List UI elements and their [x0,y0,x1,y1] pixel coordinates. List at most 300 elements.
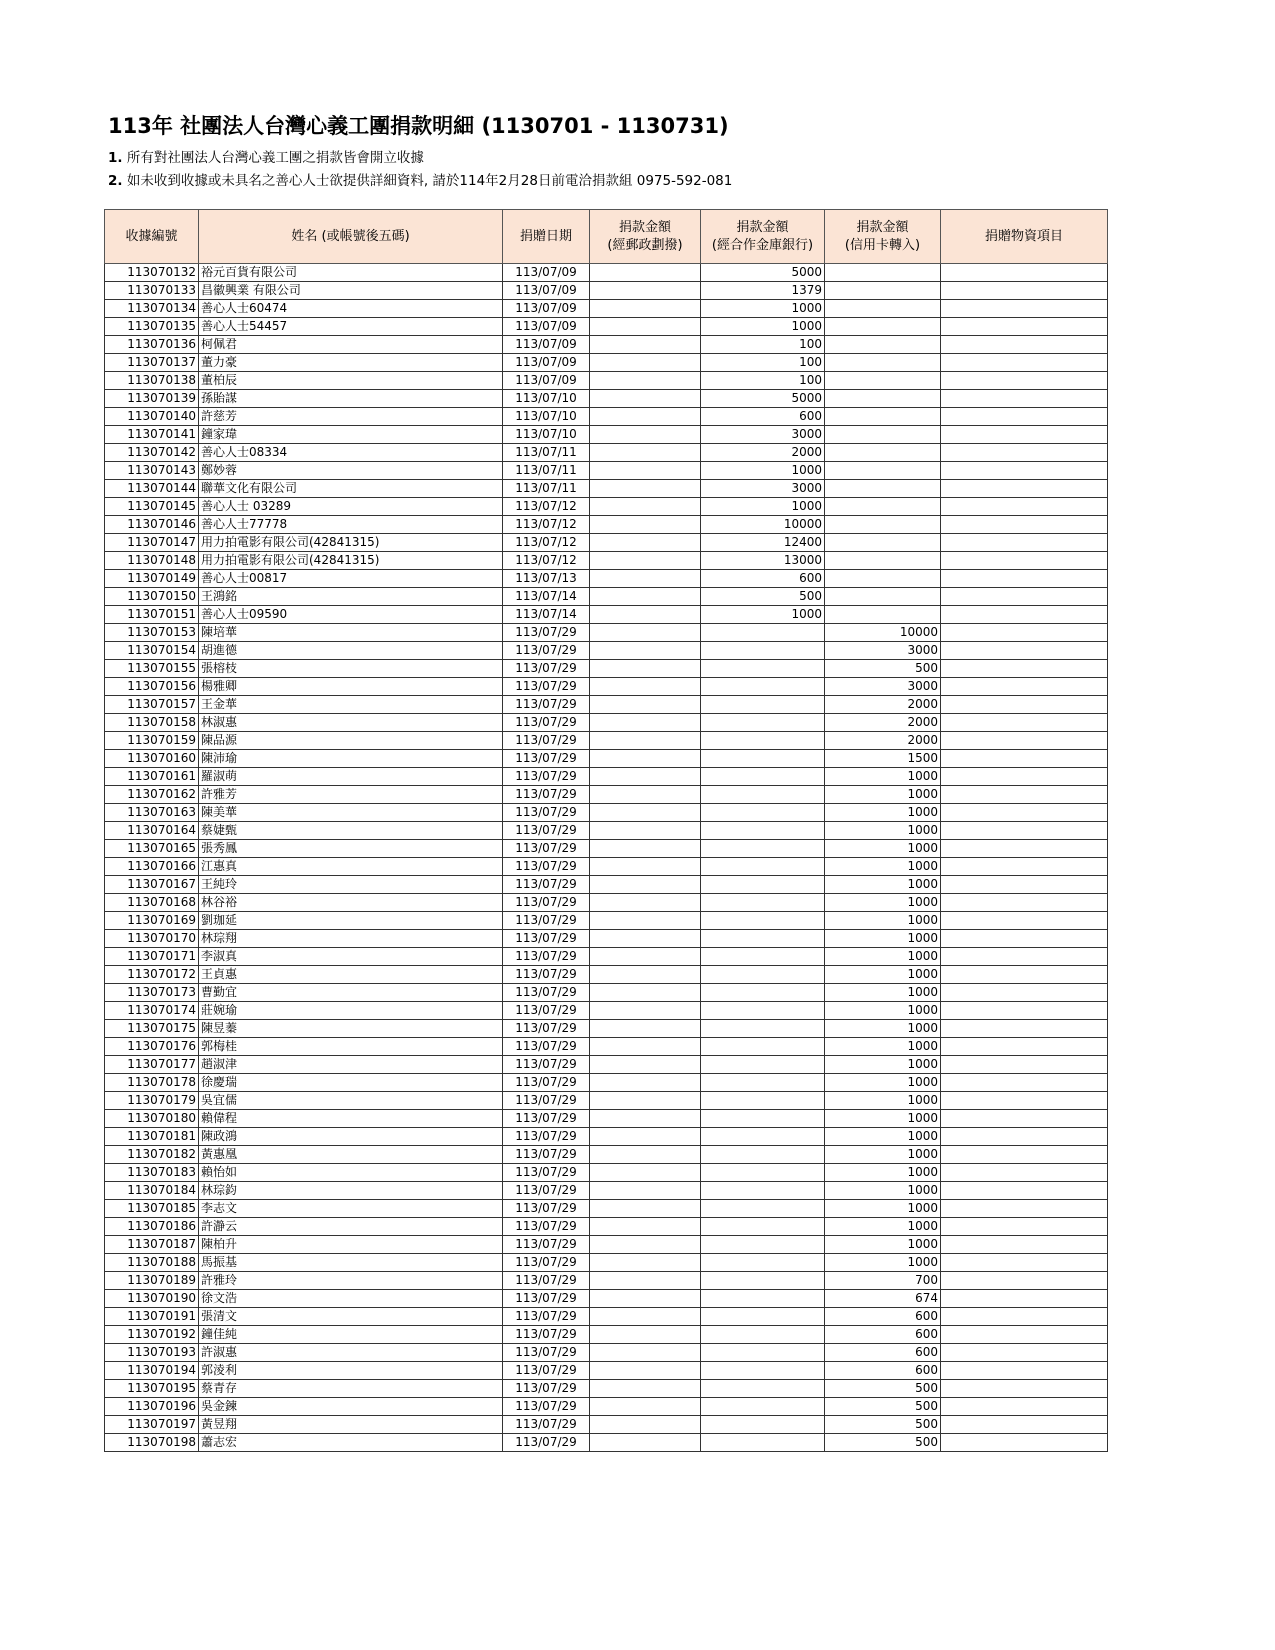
donation-date-cell: 113/07/09 [503,264,590,282]
goods-cell [941,282,1108,300]
receipt-no-cell: 113070147 [105,534,199,552]
receipt-no-cell: 113070174 [105,1002,199,1020]
goods-cell [941,1146,1108,1164]
table-row [105,588,1108,606]
card-amount-cell: 1000 [825,822,941,840]
note-2-number: 2. [108,173,123,189]
bank-amount-cell: 12400 [701,534,825,552]
card-amount-cell: 3000 [825,678,941,696]
bank-amount-cell [701,714,825,732]
card-amount-cell: 1000 [825,1092,941,1110]
donation-date-cell: 113/07/29 [503,1092,590,1110]
card-amount-cell [825,336,941,354]
donation-date-cell: 113/07/29 [503,1308,590,1326]
card-amount-cell: 500 [825,1380,941,1398]
donation-date-cell: 113/07/29 [503,1236,590,1254]
receipt-no-cell: 113070197 [105,1416,199,1434]
bank-amount-cell: 100 [701,372,825,390]
donation-date-cell: 113/07/11 [503,480,590,498]
receipt-no-cell: 113070134 [105,300,199,318]
bank-amount-cell [701,1074,825,1092]
bank-amount-cell [701,696,825,714]
donation-date-cell: 113/07/29 [503,642,590,660]
table-row [105,930,1108,948]
donor-name-cell: 王鴻銘 [199,588,503,606]
postal-amount-cell [590,1182,701,1200]
receipt-no-cell: 113070139 [105,390,199,408]
card-amount-cell [825,516,941,534]
table-row [105,282,1108,300]
column-header-postal-amount: 捐款金額 (經郵政劃撥) [590,210,701,264]
donor-name-cell: 李淑真 [199,948,503,966]
donation-date-cell: 113/07/29 [503,912,590,930]
donor-name-cell: 林琮翔 [199,930,503,948]
goods-cell [941,1164,1108,1182]
donor-name-cell: 賴偉程 [199,1110,503,1128]
donor-name-cell: 陳昱蓁 [199,1020,503,1038]
goods-cell [941,426,1108,444]
table-row [105,552,1108,570]
bank-amount-cell: 13000 [701,552,825,570]
bank-amount-cell [701,912,825,930]
bank-amount-cell: 600 [701,408,825,426]
receipt-no-cell: 113070156 [105,678,199,696]
receipt-no-cell: 113070136 [105,336,199,354]
donor-name-cell: 劉珈延 [199,912,503,930]
table-row [105,1218,1108,1236]
bank-amount-cell [701,1254,825,1272]
receipt-no-cell: 113070165 [105,840,199,858]
bank-amount-cell [701,1038,825,1056]
table-row [105,1434,1108,1452]
table-row [105,1200,1108,1218]
postal-amount-cell [590,1164,701,1182]
receipt-no-cell: 113070166 [105,858,199,876]
table-row [105,264,1108,282]
card-amount-cell: 1000 [825,1182,941,1200]
bank-amount-cell: 1000 [701,318,825,336]
card-amount-cell [825,300,941,318]
postal-amount-cell [590,1308,701,1326]
table-row [105,1074,1108,1092]
receipt-no-cell: 113070141 [105,426,199,444]
donation-date-cell: 113/07/29 [503,1434,590,1452]
donor-name-cell: 蕭志宏 [199,1434,503,1452]
postal-amount-cell [590,534,701,552]
goods-cell [941,948,1108,966]
receipt-no-cell: 113070192 [105,1326,199,1344]
bank-amount-cell [701,786,825,804]
bank-amount-cell [701,1236,825,1254]
receipt-no-cell: 113070191 [105,1308,199,1326]
donation-date-cell: 113/07/12 [503,552,590,570]
goods-cell [941,1290,1108,1308]
donation-date-cell: 113/07/29 [503,1272,590,1290]
table-row [105,840,1108,858]
bank-amount-cell [701,750,825,768]
postal-amount-cell [590,642,701,660]
postal-amount-cell [590,336,701,354]
table-row [105,1362,1108,1380]
receipt-no-cell: 113070169 [105,912,199,930]
table-row [105,750,1108,768]
bank-amount-cell [701,1020,825,1038]
receipt-no-cell: 113070198 [105,1434,199,1452]
donor-name-cell: 林淑惠 [199,714,503,732]
donation-date-cell: 113/07/29 [503,696,590,714]
goods-cell [941,786,1108,804]
table-row [105,372,1108,390]
goods-cell [941,822,1108,840]
goods-cell [941,1326,1108,1344]
postal-amount-cell [590,858,701,876]
donor-name-cell: 裕元百貨有限公司 [199,264,503,282]
bank-amount-cell: 1000 [701,300,825,318]
table-row [105,1182,1108,1200]
goods-cell [941,912,1108,930]
receipt-no-cell: 113070186 [105,1218,199,1236]
table-row [105,876,1108,894]
goods-cell [941,732,1108,750]
donation-date-cell: 113/07/29 [503,1110,590,1128]
card-amount-cell: 1000 [825,876,941,894]
receipt-no-cell: 113070150 [105,588,199,606]
goods-cell [941,552,1108,570]
goods-cell [941,768,1108,786]
receipt-no-cell: 113070184 [105,1182,199,1200]
table-row [105,624,1108,642]
donation-date-cell: 113/07/29 [503,750,590,768]
donor-name-cell: 蔡婕甄 [199,822,503,840]
donation-date-cell: 113/07/29 [503,1398,590,1416]
card-amount-cell: 1000 [825,1254,941,1272]
bank-amount-cell [701,732,825,750]
table-row [105,1128,1108,1146]
receipt-no-cell: 113070160 [105,750,199,768]
card-amount-cell: 1000 [825,984,941,1002]
bank-amount-cell [701,1362,825,1380]
postal-amount-cell [590,1146,701,1164]
bank-amount-cell [701,1380,825,1398]
table-row [105,1092,1108,1110]
donation-date-cell: 113/07/29 [503,678,590,696]
card-amount-cell: 10000 [825,624,941,642]
donation-date-cell: 113/07/29 [503,840,590,858]
card-amount-cell: 500 [825,1398,941,1416]
postal-amount-cell [590,750,701,768]
goods-cell [941,750,1108,768]
bank-amount-cell [701,768,825,786]
table-row [105,1272,1108,1290]
table-row [105,1236,1108,1254]
goods-cell [941,408,1108,426]
receipt-no-cell: 113070179 [105,1092,199,1110]
goods-cell [941,642,1108,660]
card-amount-cell: 1000 [825,1110,941,1128]
table-row [105,1308,1108,1326]
table-row [105,1398,1108,1416]
receipt-no-cell: 113070170 [105,930,199,948]
table-row [105,1056,1108,1074]
goods-cell [941,1272,1108,1290]
card-amount-cell: 1000 [825,1020,941,1038]
donation-date-cell: 113/07/29 [503,1164,590,1182]
receipt-no-cell: 113070162 [105,786,199,804]
bank-amount-cell: 100 [701,336,825,354]
bank-amount-cell: 600 [701,570,825,588]
table-row [105,1164,1108,1182]
goods-cell [941,1056,1108,1074]
card-amount-cell: 1000 [825,930,941,948]
card-amount-cell [825,408,941,426]
goods-cell [941,480,1108,498]
postal-amount-cell [590,1272,701,1290]
goods-cell [941,1038,1108,1056]
goods-cell [941,1020,1108,1038]
card-amount-cell: 600 [825,1344,941,1362]
donor-name-cell: 郭梅桂 [199,1038,503,1056]
donation-date-cell: 113/07/29 [503,1416,590,1434]
card-amount-cell: 1000 [825,894,941,912]
donation-date-cell: 113/07/29 [503,714,590,732]
donation-date-cell: 113/07/29 [503,1146,590,1164]
receipt-no-cell: 113070145 [105,498,199,516]
note-2 [108,169,732,189]
postal-amount-cell [590,822,701,840]
table-row [105,966,1108,984]
donation-date-cell: 113/07/29 [503,786,590,804]
receipt-no-cell: 113070154 [105,642,199,660]
bank-amount-cell [701,1110,825,1128]
postal-amount-cell [590,1218,701,1236]
donor-name-cell: 李志文 [199,1200,503,1218]
goods-cell [941,840,1108,858]
postal-amount-cell [590,1128,701,1146]
donor-name-cell: 羅淑萌 [199,768,503,786]
postal-amount-cell [590,1434,701,1452]
goods-cell [941,390,1108,408]
table-row [105,822,1108,840]
postal-amount-cell [590,678,701,696]
donor-name-cell: 張秀鳳 [199,840,503,858]
donation-date-cell: 113/07/29 [503,966,590,984]
donor-name-cell: 黃昱翔 [199,1416,503,1434]
bank-amount-cell: 100 [701,354,825,372]
bank-amount-cell [701,1272,825,1290]
bank-amount-cell [701,1146,825,1164]
donor-name-cell: 林谷裕 [199,894,503,912]
postal-amount-cell [590,516,701,534]
postal-amount-cell [590,480,701,498]
bank-amount-cell [701,1416,825,1434]
goods-cell [941,1128,1108,1146]
table-row [105,1254,1108,1272]
goods-cell [941,534,1108,552]
donation-date-cell: 113/07/29 [503,948,590,966]
column-header-name: 姓名 (或帳號後五碼) [199,210,503,264]
receipt-no-cell: 113070188 [105,1254,199,1272]
card-amount-cell [825,264,941,282]
goods-cell [941,1254,1108,1272]
bank-amount-cell [701,804,825,822]
goods-cell [941,858,1108,876]
postal-amount-cell [590,876,701,894]
postal-amount-cell [590,1398,701,1416]
donor-name-cell: 吳金鍊 [199,1398,503,1416]
goods-cell [941,1218,1108,1236]
column-header-card-amount: 捐款金額 (信用卡轉入) [825,210,941,264]
postal-amount-cell [590,1038,701,1056]
receipt-no-cell: 113070172 [105,966,199,984]
card-amount-cell [825,372,941,390]
donor-name-cell: 陳美華 [199,804,503,822]
table-row [105,1416,1108,1434]
donor-name-cell: 林琮鈞 [199,1182,503,1200]
donor-name-cell: 孫貽謀 [199,390,503,408]
receipt-no-cell: 113070189 [105,1272,199,1290]
goods-cell [941,516,1108,534]
table-body [105,264,1108,1452]
postal-amount-cell [590,1326,701,1344]
postal-amount-cell [590,462,701,480]
receipt-no-cell: 113070181 [105,1128,199,1146]
goods-cell [941,1182,1108,1200]
donation-table [104,209,1108,1452]
table-row [105,1326,1108,1344]
card-amount-cell: 3000 [825,642,941,660]
bank-amount-cell: 3000 [701,480,825,498]
goods-cell [941,624,1108,642]
donation-date-cell: 113/07/29 [503,1362,590,1380]
postal-amount-cell [590,1254,701,1272]
donor-name-cell: 蔡青存 [199,1380,503,1398]
table-row [105,570,1108,588]
card-amount-cell: 600 [825,1326,941,1344]
card-amount-cell: 1000 [825,1236,941,1254]
note-1-number: 1. [108,150,123,166]
receipt-no-cell: 113070151 [105,606,199,624]
donation-date-cell: 113/07/29 [503,1056,590,1074]
donor-name-cell: 徐慶瑞 [199,1074,503,1092]
receipt-no-cell: 113070193 [105,1344,199,1362]
card-amount-cell: 500 [825,1434,941,1452]
table-row [105,426,1108,444]
goods-cell [941,1200,1108,1218]
card-amount-cell: 1000 [825,966,941,984]
table-row [105,678,1108,696]
donation-date-cell: 113/07/29 [503,1290,590,1308]
donor-name-cell: 善心人士09590 [199,606,503,624]
bank-amount-cell [701,1398,825,1416]
table-row [105,606,1108,624]
donation-date-cell: 113/07/29 [503,822,590,840]
receipt-no-cell: 113070190 [105,1290,199,1308]
bank-amount-cell [701,642,825,660]
receipt-no-cell: 113070196 [105,1398,199,1416]
goods-cell [941,318,1108,336]
donor-name-cell: 陳品源 [199,732,503,750]
receipt-no-cell: 113070171 [105,948,199,966]
goods-cell [941,1092,1108,1110]
donor-name-cell: 柯佩君 [199,336,503,354]
table-row [105,336,1108,354]
bank-amount-cell: 1000 [701,606,825,624]
donor-name-cell: 董力豪 [199,354,503,372]
donor-name-cell: 善心人士 03289 [199,498,503,516]
postal-amount-cell [590,408,701,426]
donation-date-cell: 113/07/12 [503,498,590,516]
card-amount-cell: 1000 [825,1074,941,1092]
table-row [105,858,1108,876]
goods-cell [941,1002,1108,1020]
table-row [105,786,1108,804]
goods-cell [941,444,1108,462]
bank-amount-cell [701,1056,825,1074]
goods-cell [941,930,1108,948]
column-header-receipt-no: 收據編號 [105,210,199,264]
goods-cell [941,678,1108,696]
bank-amount-cell [701,1182,825,1200]
receipt-no-cell: 113070164 [105,822,199,840]
donation-date-cell: 113/07/29 [503,1380,590,1398]
postal-amount-cell [590,444,701,462]
card-amount-cell: 1000 [825,804,941,822]
table-row [105,768,1108,786]
card-amount-cell: 1500 [825,750,941,768]
donation-date-cell: 113/07/29 [503,1038,590,1056]
donor-name-cell: 張榕枝 [199,660,503,678]
postal-amount-cell [590,624,701,642]
donation-date-cell: 113/07/29 [503,1344,590,1362]
receipt-no-cell: 113070163 [105,804,199,822]
goods-cell [941,966,1108,984]
table-row [105,1380,1108,1398]
donor-name-cell: 許雅芳 [199,786,503,804]
receipt-no-cell: 113070187 [105,1236,199,1254]
donation-date-cell: 113/07/29 [503,768,590,786]
bank-amount-cell [701,1092,825,1110]
goods-cell [941,372,1108,390]
donation-date-cell: 113/07/29 [503,858,590,876]
goods-cell [941,1308,1108,1326]
donor-name-cell: 郭淩利 [199,1362,503,1380]
table-header-row [105,210,1108,264]
bank-amount-cell [701,1308,825,1326]
bank-amount-cell [701,1434,825,1452]
card-amount-cell [825,444,941,462]
receipt-no-cell: 113070149 [105,570,199,588]
postal-amount-cell [590,606,701,624]
bank-amount-cell [701,894,825,912]
card-amount-cell: 600 [825,1362,941,1380]
donation-date-cell: 113/07/09 [503,372,590,390]
postal-amount-cell [590,912,701,930]
donor-name-cell: 鐘家瑋 [199,426,503,444]
receipt-no-cell: 113070173 [105,984,199,1002]
table-row [105,1038,1108,1056]
goods-cell [941,894,1108,912]
receipt-no-cell: 113070133 [105,282,199,300]
bank-amount-cell: 500 [701,588,825,606]
goods-cell [941,1434,1108,1452]
postal-amount-cell [590,1110,701,1128]
card-amount-cell: 1000 [825,912,941,930]
card-amount-cell: 1000 [825,1128,941,1146]
card-amount-cell: 1000 [825,1200,941,1218]
postal-amount-cell [590,732,701,750]
postal-amount-cell [590,264,701,282]
table-row [105,498,1108,516]
